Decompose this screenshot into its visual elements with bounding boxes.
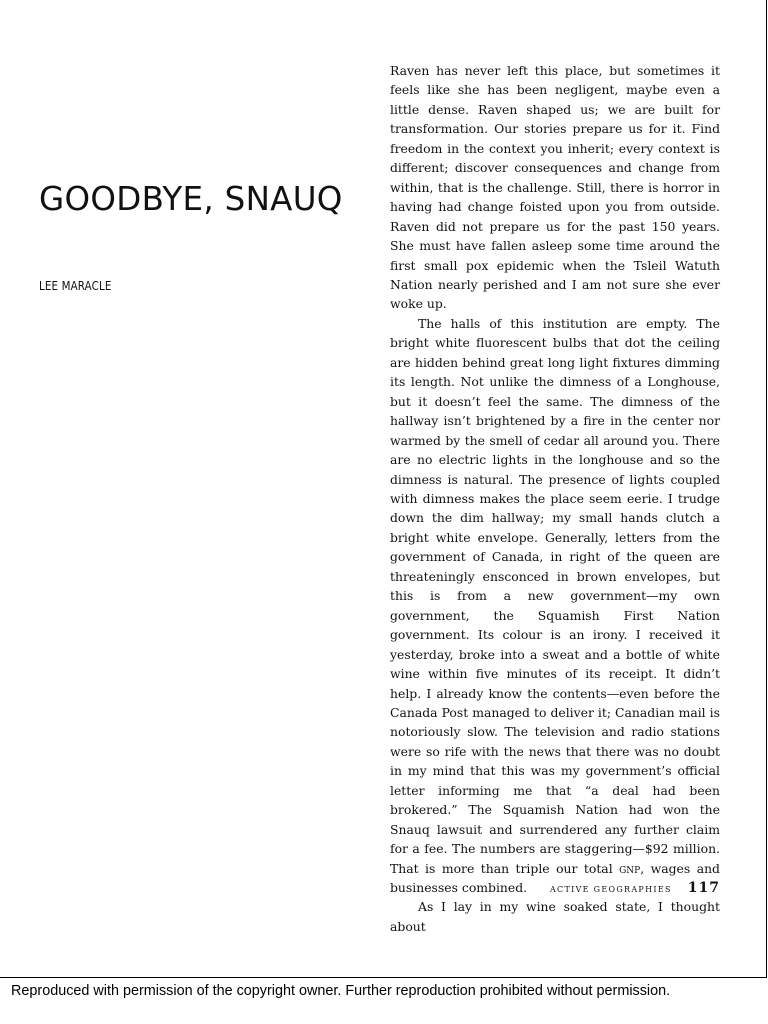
paragraph-1: Raven has never left this place, but sometimes it feels like she has been negligent, maybe even a little dense. Raven shaped us; we are built for transformation. Our stories prepare us for it. Find freedom in the context you inherit; every context is different; discover consequences and change from within, that is the challenge. Still, there is horror in having had change foisted upon you from outside. Raven did not prepare us for the past 150 years. She must have fallen asleep some time around the first small pox epidemic when the Tsleil Watuth Nation nearly perished and I am not sure she ever woke up. — [390, 63, 720, 312]
author-name: LEE MARACLE — [39, 278, 112, 293]
paragraph-2-text: The halls of this institution are empty. The bright white fluorescent bulbs that dot the ceiling are hidden behind great long light fixtures dimming its length. Not unlike the dimness of a Longhouse, but it doesn’t feel the same. The dimness of the hallway isn’t brightened by a fire in the center nor warmed by the smell of cedar all around you. There are no electric lights in the longhouse and so the dimness is natural. The presence of lights coupled with dimness makes the place seem eerie. I trudge down the dim hallway; my small hands clutch a bright white envelope. Generally, letters from the government of Canada, in right of the queen are threateningly ensconced in brown envelopes, but this is from a new government—my own government, the Squamish First Nation government. Its colour is an irony. I received it yesterday, broke into a sweat and a bottle of white wine within five minutes of its receipt. It didn’t help. I already know the contents—even before the Canada Post managed to deliver it; Canadian mail is notoriously slow. The television and radio stations were so rife with the news that there was no doubt in my mind that this was my government’s official letter informing me that “a deal had been brokered.” The Squamish Nation had won the Snauq lawsuit and surrendered any further claim for a fee. The numbers are staggering—$92 million. That is more than triple our total — [390, 315, 720, 876]
paragraph-2-end: , wages and businesses combined. — [390, 860, 720, 896]
paragraph-3: As I lay in my wine soaked state, I thought about — [390, 899, 720, 934]
running-head: ACTIVE GEOGRAPHIES — [549, 885, 672, 894]
gnp-abbreviation: gnp — [619, 860, 641, 876]
body-text — [390, 61, 720, 936]
chapter-title: GOODBYE, SNAUQ — [39, 180, 343, 218]
page-number: 117 — [687, 880, 720, 896]
page-footer — [550, 877, 720, 896]
paragraph-2 — [390, 314, 720, 898]
copyright-notice: Reproduced with permission of the copyright owner. Further reproduction prohibited without permission. — [11, 983, 671, 999]
